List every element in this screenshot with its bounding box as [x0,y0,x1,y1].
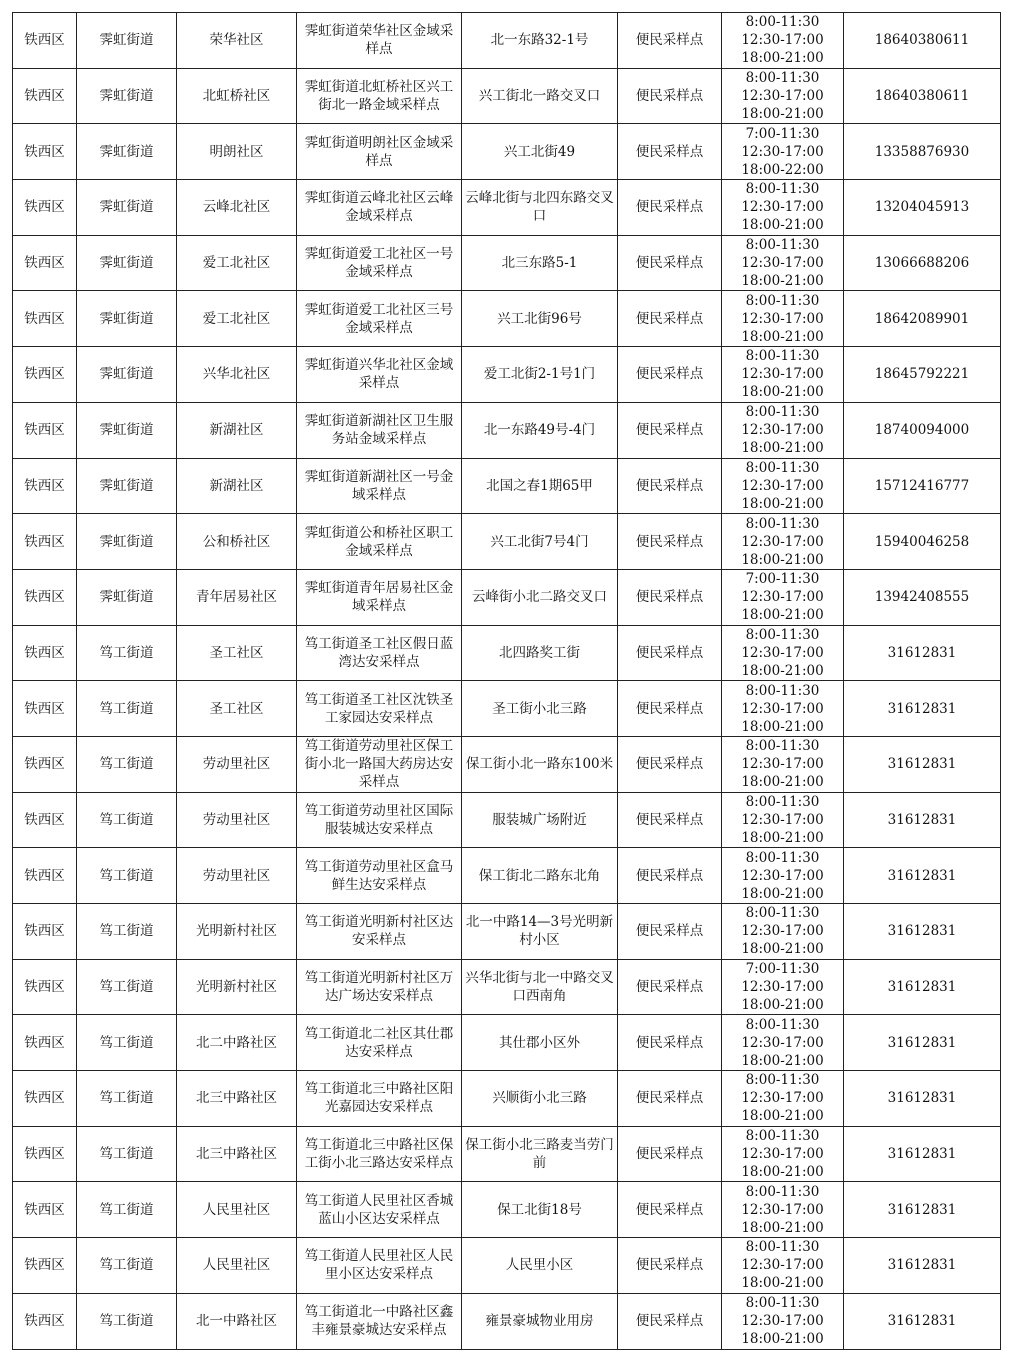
district-cell: 铁西区 [13,124,77,180]
table-row [13,291,1001,347]
community-cell: 新湖社区 [177,402,297,458]
time-slot: 18:00-21:00 [741,1052,824,1069]
district-cell: 铁西区 [13,904,77,960]
time-slot: 12:30-17:00 [741,700,824,717]
district-cell: 铁西区 [13,959,77,1015]
service-hours-cell [722,180,844,236]
time-slot: 18:00-21:00 [741,997,824,1014]
time-slot: 8:00-11:30 [745,404,820,421]
time-slot: 12:30-17:00 [741,1313,824,1330]
community-cell: 青年居易社区 [177,569,297,625]
site-name-cell: 笃工街道人民里社区香城蓝山小区达安采样点 [297,1182,462,1238]
time-slot: 8:00-11:30 [745,70,820,87]
site-type-cell: 便民采样点 [618,1015,722,1071]
time-slot: 12:30-17:00 [741,923,824,940]
district-cell: 铁西区 [13,848,77,904]
community-cell: 兴华北社区 [177,347,297,403]
service-hours-cell [722,904,844,960]
street-cell: 霁虹街道 [77,347,177,403]
time-slot: 12:30-17:00 [741,589,824,606]
site-name-cell: 霁虹街道荣华社区金域采样点 [297,13,462,69]
service-hours-cell [722,347,844,403]
site-type-cell: 便民采样点 [618,569,722,625]
service-hours-cell [722,681,844,737]
table-row [13,124,1001,180]
address-cell: 北三东路5-1 [462,235,618,291]
time-slot: 18:00-21:00 [741,106,824,123]
time-slot: 18:00-22:00 [741,161,824,178]
site-name-cell: 霁虹街道公和桥社区职工金域采样点 [297,514,462,570]
service-hours-cell [722,13,844,69]
site-name-cell: 笃工街道光明新村社区万达广场达安采样点 [297,959,462,1015]
phone-cell: 15940046258 [844,514,1001,570]
site-type-cell: 便民采样点 [618,904,722,960]
time-slot: 18:00-21:00 [741,607,824,624]
phone-cell: 31612831 [844,625,1001,681]
site-type-cell: 便民采样点 [618,1238,722,1294]
service-hours-cell [722,1015,844,1071]
phone-cell: 31612831 [844,736,1001,792]
address-cell: 人民里小区 [462,1238,618,1294]
site-type-cell: 便民采样点 [618,1293,722,1349]
street-cell: 笃工街道 [77,1126,177,1182]
time-slot: 8:00-11:30 [745,237,820,254]
site-type-cell: 便民采样点 [618,68,722,124]
time-slot: 12:30-17:00 [741,477,824,494]
site-name-cell: 笃工街道圣工社区沈铁圣工家园达安采样点 [297,681,462,737]
district-cell: 铁西区 [13,625,77,681]
time-slot: 8:00-11:30 [745,626,820,643]
service-hours-cell [722,848,844,904]
time-slot: 8:00-11:30 [745,905,820,922]
street-cell: 笃工街道 [77,736,177,792]
time-slot: 7:00-11:30 [745,961,820,978]
community-cell: 圣工社区 [177,625,297,681]
phone-cell: 18740094000 [844,402,1001,458]
service-hours-cell [722,1126,844,1182]
community-cell: 光明新村社区 [177,904,297,960]
district-cell: 铁西区 [13,1126,77,1182]
phone-cell: 13942408555 [844,569,1001,625]
table-row [13,1182,1001,1238]
time-slot: 18:00-21:00 [741,1164,824,1181]
address-cell: 兴工北街49 [462,124,618,180]
district-cell: 铁西区 [13,402,77,458]
phone-cell: 13204045913 [844,180,1001,236]
phone-cell: 31612831 [844,1126,1001,1182]
phone-cell: 18645792221 [844,347,1001,403]
district-cell: 铁西区 [13,1182,77,1238]
street-cell: 霁虹街道 [77,514,177,570]
site-type-cell: 便民采样点 [618,848,722,904]
address-cell: 保工北街18号 [462,1182,618,1238]
time-slot: 12:30-17:00 [741,1257,824,1274]
time-slot: 12:30-17:00 [741,867,824,884]
street-cell: 霁虹街道 [77,13,177,69]
street-cell: 笃工街道 [77,848,177,904]
site-name-cell: 笃工街道劳动里社区保工街小北一路国大药房达安采样点 [297,736,462,792]
time-slot: 8:00-11:30 [745,1128,820,1145]
table-body [13,13,1001,1350]
community-cell: 爱工北社区 [177,235,297,291]
time-slot: 8:00-11:30 [745,292,820,309]
address-cell: 兴华北街与北一中路交叉口西南角 [462,959,618,1015]
site-name-cell: 霁虹街道兴华北社区金域采样点 [297,347,462,403]
address-cell: 爱工北街2-1号1门 [462,347,618,403]
phone-cell: 31612831 [844,681,1001,737]
address-cell: 云峰北街与北四东路交叉口 [462,180,618,236]
site-name-cell: 霁虹街道新湖社区一号金域采样点 [297,458,462,514]
service-hours-cell [722,402,844,458]
time-slot: 18:00-21:00 [741,1275,824,1292]
street-cell: 笃工街道 [77,904,177,960]
street-cell: 笃工街道 [77,1015,177,1071]
time-slot: 8:00-11:30 [745,1239,820,1256]
time-slot: 8:00-11:30 [745,1295,820,1312]
time-slot: 18:00-21:00 [741,50,824,67]
time-slot: 8:00-11:30 [745,738,820,755]
phone-cell: 15712416777 [844,458,1001,514]
phone-cell: 31612831 [844,904,1001,960]
table-row [13,347,1001,403]
district-cell: 铁西区 [13,514,77,570]
service-hours-cell [722,736,844,792]
site-name-cell: 霁虹街道云峰北社区云峰金域采样点 [297,180,462,236]
phone-cell: 31612831 [844,1238,1001,1294]
site-name-cell: 霁虹街道爱工北社区三号金域采样点 [297,291,462,347]
phone-cell: 18640380611 [844,13,1001,69]
time-slot: 18:00-21:00 [741,328,824,345]
site-name-cell: 笃工街道人民里社区人民里小区达安采样点 [297,1238,462,1294]
community-cell: 北一中路社区 [177,1293,297,1349]
district-cell: 铁西区 [13,736,77,792]
address-cell: 北一中路14—3号光明新村小区 [462,904,618,960]
time-slot: 18:00-21:00 [741,551,824,568]
district-cell: 铁西区 [13,347,77,403]
street-cell: 霁虹街道 [77,569,177,625]
community-cell: 明朗社区 [177,124,297,180]
street-cell: 霁虹街道 [77,402,177,458]
address-cell: 北一东路32-1号 [462,13,618,69]
time-slot: 18:00-21:00 [741,718,824,735]
time-slot: 8:00-11:30 [745,793,820,810]
time-slot: 12:30-17:00 [741,143,824,160]
time-slot: 8:00-11:30 [745,1072,820,1089]
site-type-cell: 便民采样点 [618,514,722,570]
address-cell: 雍景豪城物业用房 [462,1293,618,1349]
time-slot: 12:30-17:00 [741,310,824,327]
district-cell: 铁西区 [13,1015,77,1071]
district-cell: 铁西区 [13,235,77,291]
time-slot: 8:00-11:30 [745,682,820,699]
district-cell: 铁西区 [13,1238,77,1294]
table-row [13,625,1001,681]
time-slot: 18:00-21:00 [741,885,824,902]
table-row [13,68,1001,124]
time-slot: 12:30-17:00 [741,1201,824,1218]
street-cell: 霁虹街道 [77,291,177,347]
site-type-cell: 便民采样点 [618,736,722,792]
time-slot: 18:00-21:00 [741,440,824,457]
site-type-cell: 便民采样点 [618,1182,722,1238]
time-slot: 12:30-17:00 [741,366,824,383]
time-slot: 12:30-17:00 [741,199,824,216]
service-hours-cell [722,792,844,848]
site-name-cell: 霁虹街道青年居易社区金域采样点 [297,569,462,625]
district-cell: 铁西区 [13,1071,77,1127]
site-name-cell: 笃工街道北三中路社区保工街小北三路达安采样点 [297,1126,462,1182]
district-cell: 铁西区 [13,68,77,124]
site-name-cell: 笃工街道圣工社区假日蓝湾达安采样点 [297,625,462,681]
time-slot: 12:30-17:00 [741,1146,824,1163]
time-slot: 12:30-17:00 [741,756,824,773]
service-hours-cell [722,68,844,124]
address-cell: 兴工街北一路交叉口 [462,68,618,124]
time-slot: 18:00-21:00 [741,495,824,512]
address-cell: 兴工北街96号 [462,291,618,347]
table-row [13,681,1001,737]
table-row [13,1126,1001,1182]
service-hours-cell [722,569,844,625]
time-slot: 12:30-17:00 [741,255,824,272]
service-hours-cell [722,1238,844,1294]
site-type-cell: 便民采样点 [618,124,722,180]
phone-cell: 31612831 [844,792,1001,848]
community-cell: 云峰北社区 [177,180,297,236]
site-type-cell: 便民采样点 [618,625,722,681]
time-slot: 12:30-17:00 [741,32,824,49]
site-name-cell: 笃工街道北二社区其仕郡达安采样点 [297,1015,462,1071]
time-slot: 12:30-17:00 [741,1034,824,1051]
community-cell: 公和桥社区 [177,514,297,570]
street-cell: 笃工街道 [77,1071,177,1127]
community-cell: 劳动里社区 [177,736,297,792]
phone-cell: 13358876930 [844,124,1001,180]
street-cell: 霁虹街道 [77,235,177,291]
site-type-cell: 便民采样点 [618,792,722,848]
table-row [13,1071,1001,1127]
community-cell: 人民里社区 [177,1182,297,1238]
time-slot: 8:00-11:30 [745,14,820,31]
service-hours-cell [722,124,844,180]
address-cell: 服装城广场附近 [462,792,618,848]
table-row [13,792,1001,848]
site-type-cell: 便民采样点 [618,235,722,291]
table-row [13,569,1001,625]
site-name-cell: 笃工街道劳动里社区国际服装城达安采样点 [297,792,462,848]
site-type-cell: 便民采样点 [618,681,722,737]
phone-cell: 31612831 [844,1182,1001,1238]
community-cell: 新湖社区 [177,458,297,514]
community-cell: 北虹桥社区 [177,68,297,124]
time-slot: 18:00-21:00 [741,1331,824,1348]
time-slot: 7:00-11:30 [745,125,820,142]
street-cell: 笃工街道 [77,1238,177,1294]
address-cell: 云峰街小北二路交叉口 [462,569,618,625]
community-cell: 北二中路社区 [177,1015,297,1071]
table-row [13,235,1001,291]
community-cell: 劳动里社区 [177,848,297,904]
table-row [13,959,1001,1015]
site-name-cell: 笃工街道光明新村社区达安采样点 [297,904,462,960]
address-cell: 保工街小北一路东100米 [462,736,618,792]
community-cell: 圣工社区 [177,681,297,737]
phone-cell: 31612831 [844,959,1001,1015]
time-slot: 18:00-21:00 [741,662,824,679]
district-cell: 铁西区 [13,681,77,737]
street-cell: 笃工街道 [77,1293,177,1349]
community-cell: 北三中路社区 [177,1126,297,1182]
address-cell: 兴顺街小北三路 [462,1071,618,1127]
site-type-cell: 便民采样点 [618,959,722,1015]
service-hours-cell [722,1071,844,1127]
table-row [13,13,1001,69]
service-hours-cell [722,291,844,347]
phone-cell: 31612831 [844,1015,1001,1071]
district-cell: 铁西区 [13,792,77,848]
district-cell: 铁西区 [13,291,77,347]
address-cell: 其仕郡小区外 [462,1015,618,1071]
street-cell: 霁虹街道 [77,180,177,236]
time-slot: 18:00-21:00 [741,273,824,290]
address-cell: 保工街北二路东北角 [462,848,618,904]
site-name-cell: 笃工街道劳动里社区盒马鲜生达安采样点 [297,848,462,904]
address-cell: 北一东路49号-4门 [462,402,618,458]
time-slot: 12:30-17:00 [741,422,824,439]
phone-cell: 31612831 [844,1071,1001,1127]
street-cell: 笃工街道 [77,1182,177,1238]
phone-cell: 18640380611 [844,68,1001,124]
phone-cell: 18642089901 [844,291,1001,347]
site-type-cell: 便民采样点 [618,291,722,347]
site-name-cell: 笃工街道北一中路社区鑫丰雍景豪城达安采样点 [297,1293,462,1349]
time-slot: 12:30-17:00 [741,88,824,105]
district-cell: 铁西区 [13,569,77,625]
time-slot: 18:00-21:00 [741,384,824,401]
address-cell: 保工街小北三路麦当劳门前 [462,1126,618,1182]
table-row [13,904,1001,960]
site-name-cell: 笃工街道北三中路社区阳光嘉园达安采样点 [297,1071,462,1127]
district-cell: 铁西区 [13,458,77,514]
service-hours-cell [722,235,844,291]
district-cell: 铁西区 [13,13,77,69]
time-slot: 8:00-11:30 [745,515,820,532]
table-row [13,458,1001,514]
table-row [13,402,1001,458]
site-type-cell: 便民采样点 [618,1071,722,1127]
phone-cell: 31612831 [844,1293,1001,1349]
community-cell: 人民里社区 [177,1238,297,1294]
community-cell: 劳动里社区 [177,792,297,848]
community-cell: 爱工北社区 [177,291,297,347]
site-type-cell: 便民采样点 [618,1126,722,1182]
time-slot: 18:00-21:00 [741,1219,824,1236]
service-hours-cell [722,959,844,1015]
site-name-cell: 霁虹街道新湖社区卫生服务站金域采样点 [297,402,462,458]
address-cell: 北国之春1期65甲 [462,458,618,514]
table-row [13,736,1001,792]
site-type-cell: 便民采样点 [618,458,722,514]
community-cell: 北三中路社区 [177,1071,297,1127]
address-cell: 兴工北街7号4门 [462,514,618,570]
service-hours-cell [722,625,844,681]
site-type-cell: 便民采样点 [618,402,722,458]
service-hours-cell [722,458,844,514]
community-cell: 光明新村社区 [177,959,297,1015]
street-cell: 笃工街道 [77,792,177,848]
address-cell: 北四路奖工街 [462,625,618,681]
district-cell: 铁西区 [13,180,77,236]
time-slot: 12:30-17:00 [741,644,824,661]
time-slot: 8:00-11:30 [745,459,820,476]
street-cell: 霁虹街道 [77,124,177,180]
table-row [13,180,1001,236]
site-type-cell: 便民采样点 [618,180,722,236]
street-cell: 笃工街道 [77,959,177,1015]
time-slot: 12:30-17:00 [741,1090,824,1107]
table-row [13,1015,1001,1071]
street-cell: 笃工街道 [77,681,177,737]
time-slot: 8:00-11:30 [745,1183,820,1200]
time-slot: 18:00-21:00 [741,774,824,791]
site-type-cell: 便民采样点 [618,13,722,69]
time-slot: 18:00-21:00 [741,941,824,958]
time-slot: 8:00-11:30 [745,849,820,866]
time-slot: 8:00-11:30 [745,348,820,365]
street-cell: 霁虹街道 [77,68,177,124]
time-slot: 12:30-17:00 [741,533,824,550]
time-slot: 8:00-11:30 [745,1016,820,1033]
time-slot: 18:00-21:00 [741,1108,824,1125]
street-cell: 笃工街道 [77,625,177,681]
service-hours-cell [722,1293,844,1349]
table-row [13,1293,1001,1349]
time-slot: 8:00-11:30 [745,181,820,198]
phone-cell: 13066688206 [844,235,1001,291]
site-type-cell: 便民采样点 [618,347,722,403]
sampling-sites-table [12,12,1001,1350]
service-hours-cell [722,514,844,570]
site-name-cell: 霁虹街道北虹桥社区兴工街北一路金域采样点 [297,68,462,124]
street-cell: 霁虹街道 [77,458,177,514]
time-slot: 18:00-21:00 [741,829,824,846]
table-row [13,848,1001,904]
community-cell: 荣华社区 [177,13,297,69]
service-hours-cell [722,1182,844,1238]
phone-cell: 31612831 [844,848,1001,904]
time-slot: 12:30-17:00 [741,979,824,996]
district-cell: 铁西区 [13,1293,77,1349]
address-cell: 圣工街小北三路 [462,681,618,737]
time-slot: 12:30-17:00 [741,811,824,828]
table-row [13,1238,1001,1294]
site-name-cell: 霁虹街道明朗社区金域采样点 [297,124,462,180]
site-name-cell: 霁虹街道爱工北社区一号金域采样点 [297,235,462,291]
time-slot: 7:00-11:30 [745,571,820,588]
time-slot: 18:00-21:00 [741,217,824,234]
table-row [13,514,1001,570]
